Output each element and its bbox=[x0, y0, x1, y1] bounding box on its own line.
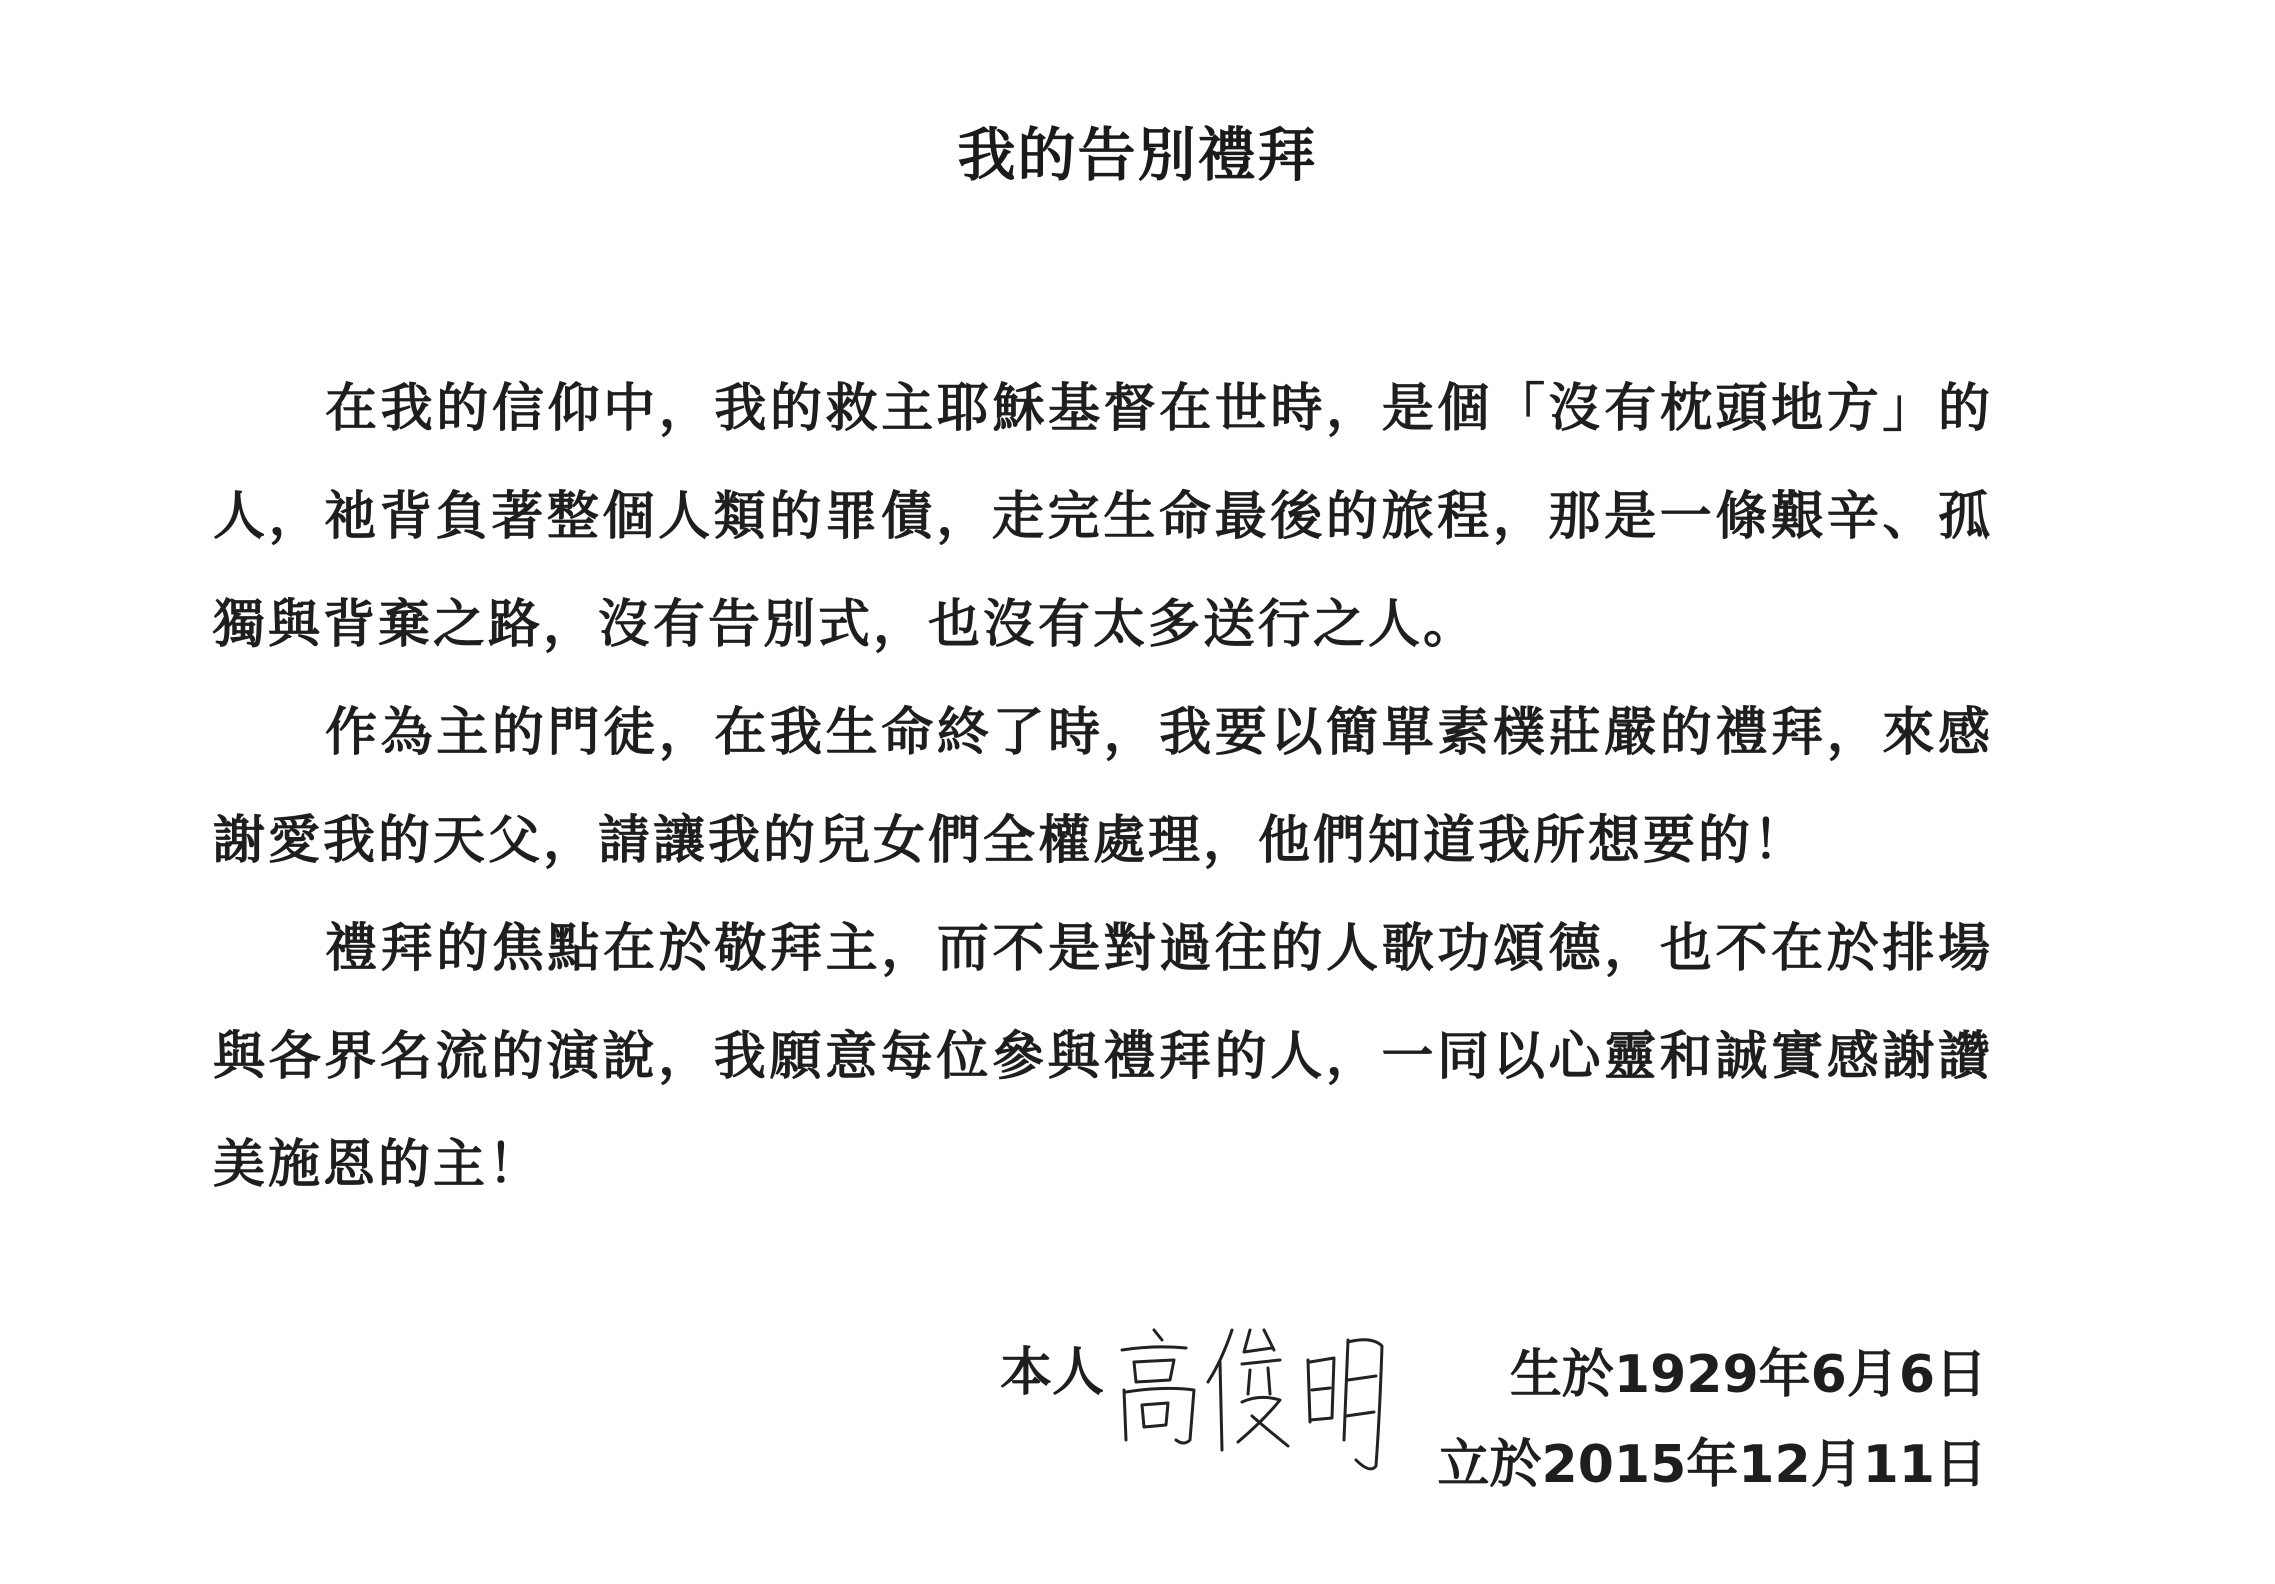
written-date: 立於2015年12月11日 bbox=[1437, 1435, 1987, 1495]
document-body bbox=[213, 355, 1993, 1219]
signature-label: 本人 bbox=[1000, 1343, 1105, 1403]
document-title: 我的告別禮拜 bbox=[957, 121, 1318, 189]
dates-block bbox=[1438, 1330, 1987, 1510]
paragraph-1: 在我的信仰中，我的救主耶穌基督在世時，是個「沒有枕頭地方」的人，祂背負著整個人類的罪債，走完生命最後的旅程，那是一條艱辛、孤獨與背棄之路，沒有告別式，也沒有太多送行之人。 bbox=[213, 379, 1993, 655]
paragraph-2: 作為主的門徒，在我生命終了時，我要以簡單素樸莊嚴的禮拜，來感謝愛我的天父，請讓我的兒女們全權處理，他們知道我所想要的！ bbox=[213, 703, 1993, 871]
birth-date: 生於1929年6月6日 bbox=[1509, 1345, 1987, 1405]
handwritten-signature bbox=[1104, 1290, 1394, 1490]
paragraph-3: 禮拜的焦點在於敬拜主，而不是對過往的人歌功頌德，也不在於排場與各界名流的演說，我願意每位參與禮拜的人，一同以心靈和誠實感謝讚美施恩的主！ bbox=[213, 919, 1993, 1195]
